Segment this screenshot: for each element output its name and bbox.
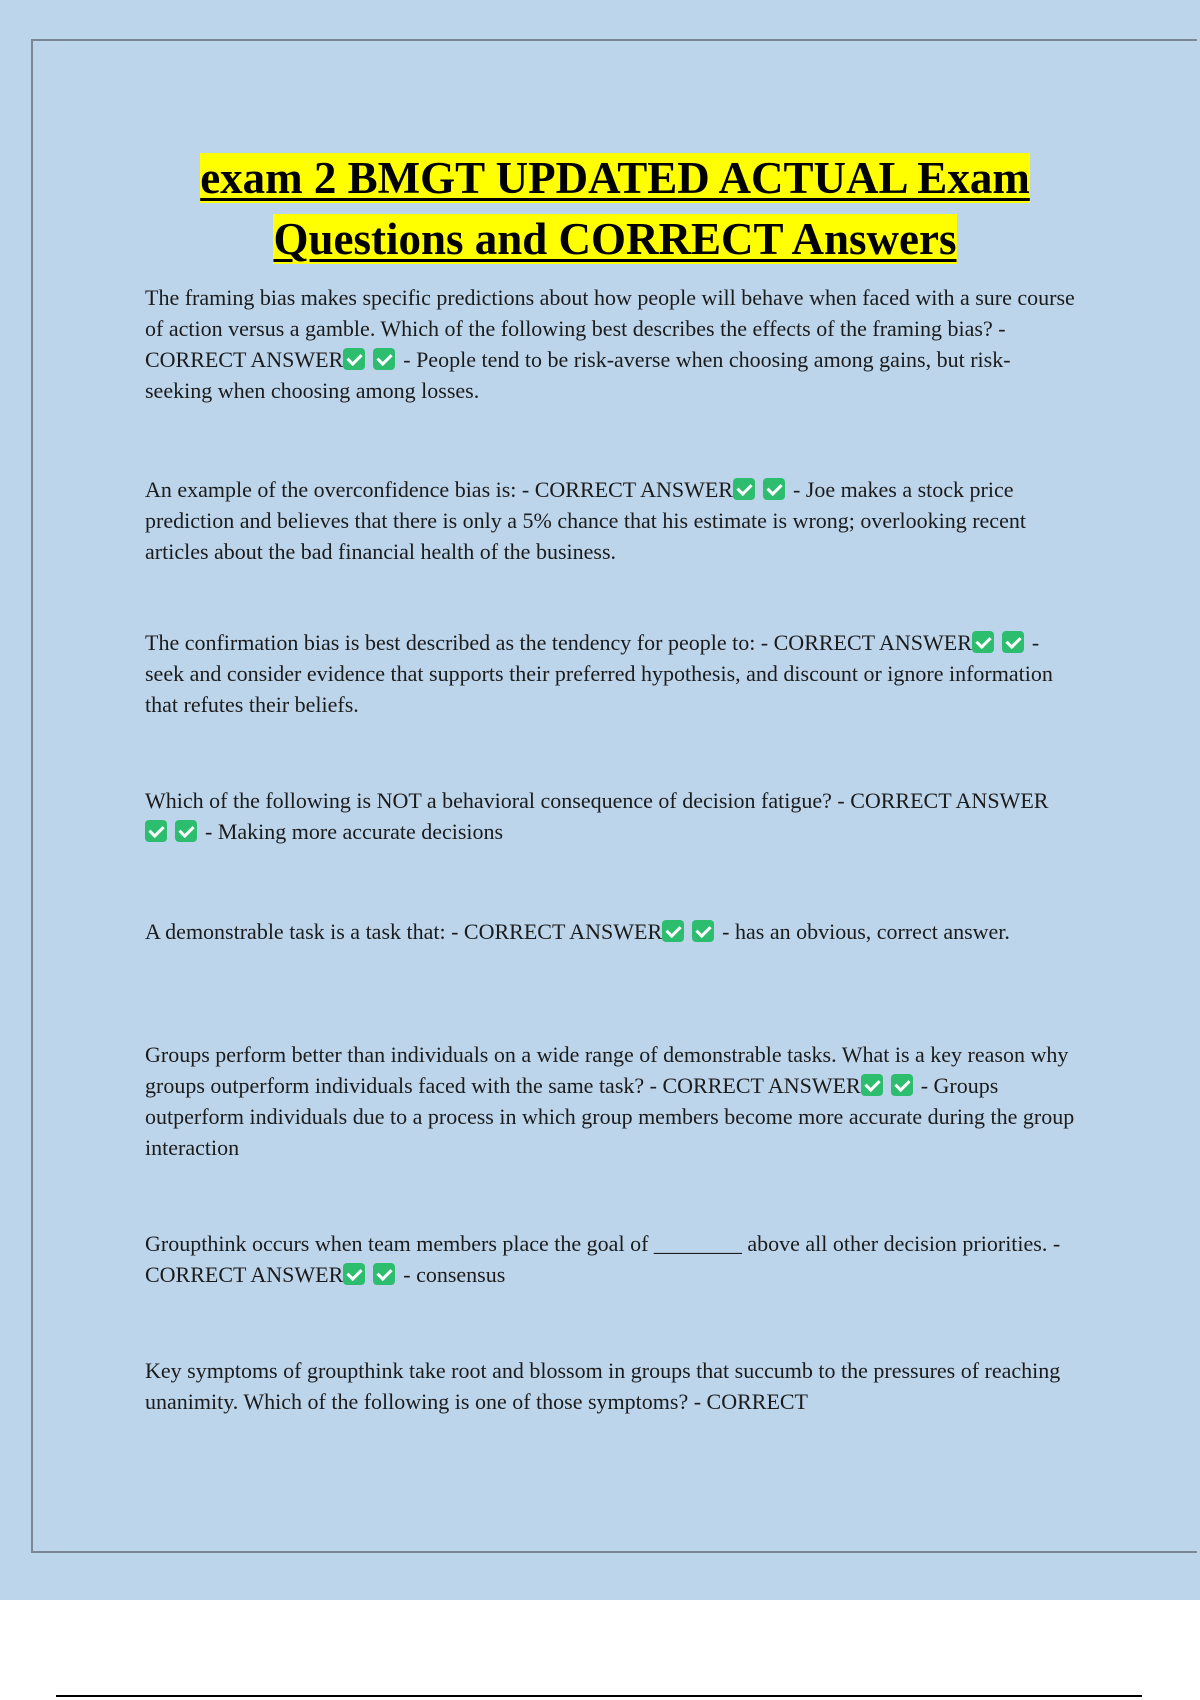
- answer-text: - consensus: [403, 1262, 506, 1287]
- qa-item: [145, 785, 1075, 847]
- question-text: Which of the following is NOT a behavioral consequence of decision fatigue? - CORRECT ANSWER: [145, 788, 1049, 813]
- answer-text: - People tend to be risk-averse when choosing among gains, but risk-seeking when choosing among losses.: [145, 347, 1011, 403]
- green-check-icon: [145, 820, 167, 842]
- qa-item: [145, 1039, 1075, 1163]
- question-text: The framing bias makes specific predictions about how people will behave when faced with a sure course of action versus a gamble. Which of the following best describes the effects of the framing bias? - CORRECT ANSWER: [145, 285, 1075, 372]
- footer-divider: [56, 1695, 1142, 1697]
- qa-item: [145, 627, 1075, 720]
- green-check-icon: [972, 631, 994, 653]
- question-text: A demonstrable task is a task that: - CORRECT ANSWER: [145, 919, 663, 944]
- green-check-icon: [662, 920, 684, 942]
- question-text: Groupthink occurs when team members place the goal of ________ above all other decision priorities. - CORRECT ANSWER: [145, 1231, 1061, 1287]
- green-check-icon: [891, 1074, 913, 1096]
- green-check-icon: [343, 348, 365, 370]
- green-check-icon: [175, 820, 197, 842]
- green-check-icon: [861, 1074, 883, 1096]
- green-check-icon: [373, 1263, 395, 1285]
- answer-text: - Groups outperform individuals due to a process in which group members become more accurate during the group interaction: [145, 1073, 1075, 1160]
- qa-item: [145, 282, 1075, 406]
- qa-item: [145, 1355, 1075, 1417]
- qa-item: [145, 474, 1075, 567]
- green-check-icon: [733, 478, 755, 500]
- question-text: Key symptoms of groupthink take root and blossom in groups that succumb to the pressures of reaching unanimity. Which of the following is one of those symptoms? - CORRECT: [145, 1358, 1061, 1414]
- question-text: An example of the overconfidence bias is: - CORRECT ANSWER: [145, 477, 733, 502]
- qa-item: [145, 916, 1075, 947]
- question-text: Groups perform better than individuals on a wide range of demonstrable tasks. What is a key reason why groups outperform individuals faced with the same task? - CORRECT ANSWER: [145, 1042, 1069, 1098]
- document-title: exam 2 BMGT UPDATED ACTUAL Exam Questions and CORRECT Answers: [200, 153, 1030, 264]
- qa-item: [145, 1228, 1075, 1290]
- green-check-icon: [373, 348, 395, 370]
- answer-text: - Joe makes a stock price prediction and believes that there is only a 5% chance that his estimate is wrong; overlooking recent articles about the bad financial health of the business.: [145, 477, 1026, 564]
- answer-text: - has an obvious, correct answer.: [722, 919, 1010, 944]
- green-check-icon: [763, 478, 785, 500]
- answer-text: - seek and consider evidence that supports their preferred hypothesis, and discount or ignore information that refutes their beliefs.: [145, 630, 1053, 717]
- green-check-icon: [692, 920, 714, 942]
- green-check-icon: [1002, 631, 1024, 653]
- question-text: The confirmation bias is best described as the tendency for people to: - CORRECT ANSWER: [145, 630, 972, 655]
- answer-text: - Making more accurate decisions: [205, 819, 504, 844]
- green-check-icon: [343, 1263, 365, 1285]
